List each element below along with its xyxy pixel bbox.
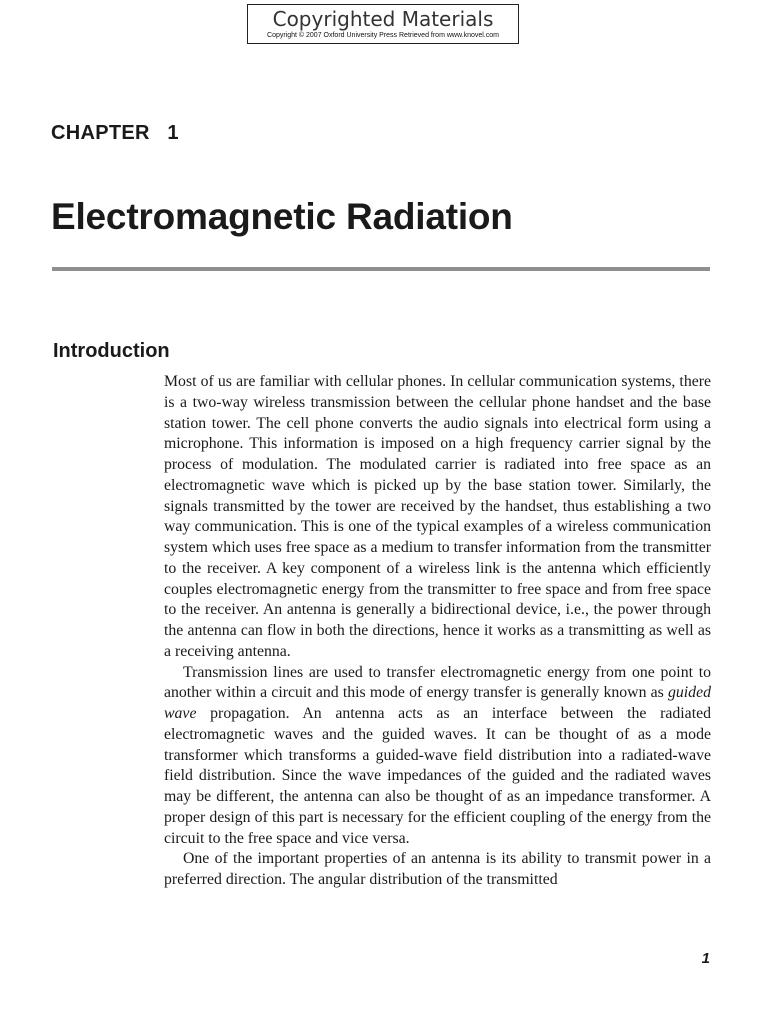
chapter-title: Electromagnetic Radiation [51, 196, 513, 237]
copyright-stamp [247, 4, 519, 44]
paragraph-1: Most of us are familiar with cellular phones. In cellular communication systems, there is a two-way wireless transmission between the cellular phone handset and the base station tower. The cell phone converts the audio signals into electrical form using a microphone. This information is imposed on a high frequency carrier signal by the process of modulation. The modulated carrier is radiated into free space as an electromagnetic wave which is picked up by the base station tower. Similarly, the signals transmitted by the tower are received by the handset, thus establishing a two way communication. This is one of the typical examples of a wireless communication system which uses free space as a medium to transfer information from the transmitter to the receiver. A key component of a wireless link is the antenna which efficiently couples electromagnetic energy from the transmitter to free space and from free space to the receiver. An antenna is generally a bidirectional device, i.e., the power through the antenna can flow in both the directions, hence it works as a transmitting as well as a receiving antenna. [164, 373, 711, 660]
title-rule [52, 267, 710, 271]
paragraph-2-end: propagation. An antenna acts as an interface between the radiated electromagnetic waves and the guided waves. It can be thought of as a mode transformer which transforms a guided-wave field distribution into a radiated-wave field distribution. Since the wave impedances of the guided and the radiated waves may be different, the antenna can also be thought of as an impedance transformer. A proper design of this part is necessary for the efficient coupling of the energy from the circuit to the free space and vice versa. [164, 705, 711, 847]
chapter-label: CHAPTER 1 [51, 122, 179, 144]
section-heading: Introduction [53, 340, 170, 362]
paragraph-2-emphasis: guided wave [164, 684, 711, 722]
stamp-subtitle: Copyright © 2007 Oxford University Press Retrieved from www.knovel.com [267, 32, 499, 39]
stamp-title: Copyrighted Materials [272, 7, 494, 31]
page-number: 1 [701, 950, 710, 967]
paragraph-3: One of the important properties of an antenna is its ability to transmit power in a preferred direction. The angular distribution of the transmitted [164, 850, 711, 888]
paragraph-2 [164, 663, 711, 850]
paragraph-2-start: Transmission lines are used to transfer electromagnetic energy from one point to another within a circuit and this mode of energy transfer is generally known as [164, 663, 711, 702]
body-text [164, 372, 711, 891]
